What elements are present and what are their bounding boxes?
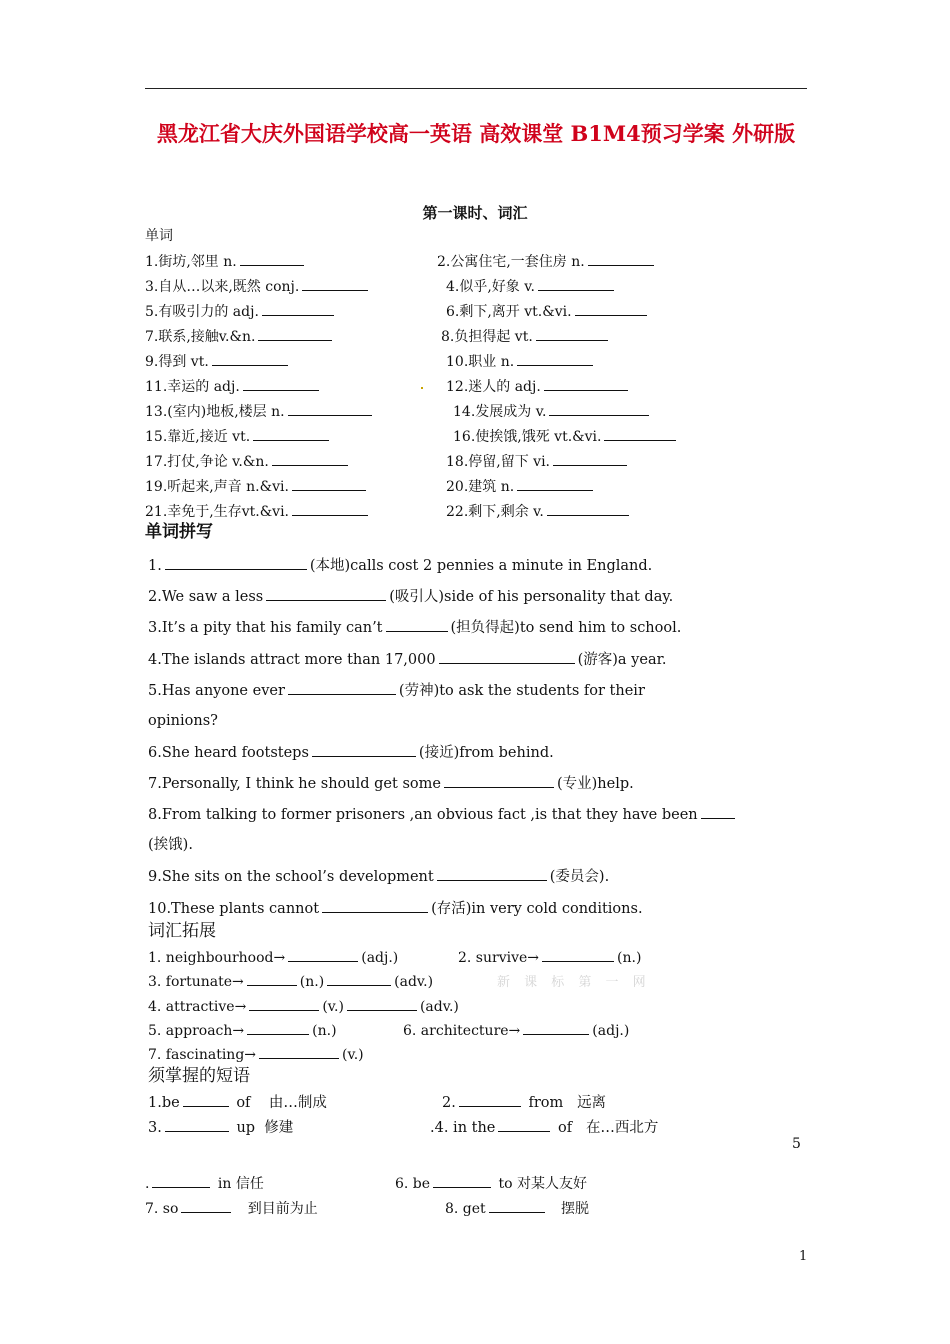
spelling-item: (挨饿).: [148, 837, 193, 853]
word-item: 14.发展成为 v.: [453, 401, 652, 422]
phrase-item: 1.be of 由…制成: [148, 1092, 327, 1113]
word-item: 18.停留,留下 vi.: [446, 451, 630, 472]
spelling-item: 7.Personally, I think he should get some (专业)help.: [148, 773, 634, 794]
word-item: 16.使挨饿,饿死 vt.&vi.: [453, 426, 679, 447]
page-number: 1: [799, 1249, 808, 1264]
word-item: 19.听起来,声音 n.&vi.: [145, 476, 369, 497]
word-item: 7.联系,接触v.&n.: [145, 326, 335, 347]
spelling-item: 10.These plants cannot (存活)in very cold conditions.: [148, 898, 643, 919]
word-item: 12.迷人的 adj.: [446, 376, 631, 397]
word-item: 6.剩下,离开 vt.&vi.: [446, 301, 650, 322]
word-item: 17.打仗,争论 v.&n.: [145, 451, 351, 472]
word-item: 1.街坊,邻里 n.: [145, 251, 307, 272]
spelling-item: opinions?: [148, 713, 218, 729]
expand-item: 5. approach→ (n.): [148, 1020, 337, 1041]
word-item: 5.有吸引力的 adj.: [145, 301, 337, 322]
phrase-item: .4. in the of 在…西北方: [430, 1117, 658, 1138]
section-spelling-label: 单词拼写: [145, 522, 213, 542]
word-item: 11.幸运的 adj.: [145, 376, 322, 397]
spelling-item: 2.We saw a less (吸引人)side of his personality that day.: [148, 586, 673, 607]
expand-item: 6. architecture→ (adj.): [403, 1020, 629, 1041]
spelling-item: 3.It’s a pity that his family can’t (担负得起)to send him to school.: [148, 617, 681, 638]
section-words-label: 单词: [145, 228, 173, 244]
phrase-item: 2. from 远离: [442, 1092, 606, 1113]
word-item: 20.建筑 n.: [446, 476, 596, 497]
expand-item: 3. fortunate→ (n.) (adv.): [148, 971, 433, 992]
word-item: 9.得到 vt.: [145, 351, 291, 372]
section-expand-label: 词汇拓展: [148, 921, 216, 941]
word-item: 15.靠近,接近 vt.: [145, 426, 332, 447]
spelling-item: 5.Has anyone ever (劳神)to ask the students for their: [148, 680, 645, 701]
spelling-item: 4.The islands attract more than 17,000 (游客)a year.: [148, 649, 667, 670]
word-item: 21.幸免于,生存vt.&vi.: [145, 501, 371, 522]
stray-dot: [421, 387, 423, 389]
word-item: 10.职业 n.: [446, 351, 596, 372]
spelling-item: 1. (本地)calls cost 2 pennies a minute in England.: [148, 555, 652, 576]
phrase-item: 7. so 到目前为止: [145, 1198, 318, 1219]
phrase-item: 8. get 摆脱: [445, 1198, 589, 1219]
top-rule: [145, 88, 807, 89]
word-item: 4.似乎,好象 v.: [446, 276, 617, 297]
expand-item: 7. fascinating→ (v.): [148, 1044, 364, 1065]
word-item: 8.负担得起 vt.: [441, 326, 611, 347]
word-item: 13.(室内)地板,楼层 n.: [145, 401, 375, 422]
spelling-item: 8.From talking to former prisoners ,an obvious fact ,is that they have been: [148, 804, 738, 825]
expand-item: 2. survive→ (n.): [458, 947, 641, 968]
phrase-item: . in 信任: [145, 1173, 264, 1194]
lesson-heading: 第一课时、词汇: [422, 204, 528, 222]
word-item: 22.剩下,剩余 v.: [446, 501, 632, 522]
word-item: 2.公寓住宅,一套住房 n.: [437, 251, 657, 272]
expand-item: 4. attractive→ (v.) (adv.): [148, 996, 459, 1017]
spelling-item: 6.She heard footsteps (接近)from behind.: [148, 742, 554, 763]
phrase-item: 3. up 修建: [148, 1117, 293, 1138]
word-item: 3.自从…以来,既然 conj.: [145, 276, 371, 297]
stray-number: 5: [792, 1136, 801, 1152]
expand-item: 1. neighbourhood→ (adj.): [148, 947, 398, 968]
phrase-item: 6. be to 对某人友好: [395, 1173, 587, 1194]
page-title: 黑龙江省大庆外国语学校高一英语 高效课堂 B1M4预习学案 外研版: [156, 121, 796, 146]
spelling-item: 9.She sits on the school’s development (委员会).: [148, 866, 609, 887]
section-phrases-label: 须掌握的短语: [148, 1066, 250, 1086]
watermark-text: 新 课 标 第 一 网: [497, 975, 651, 990]
